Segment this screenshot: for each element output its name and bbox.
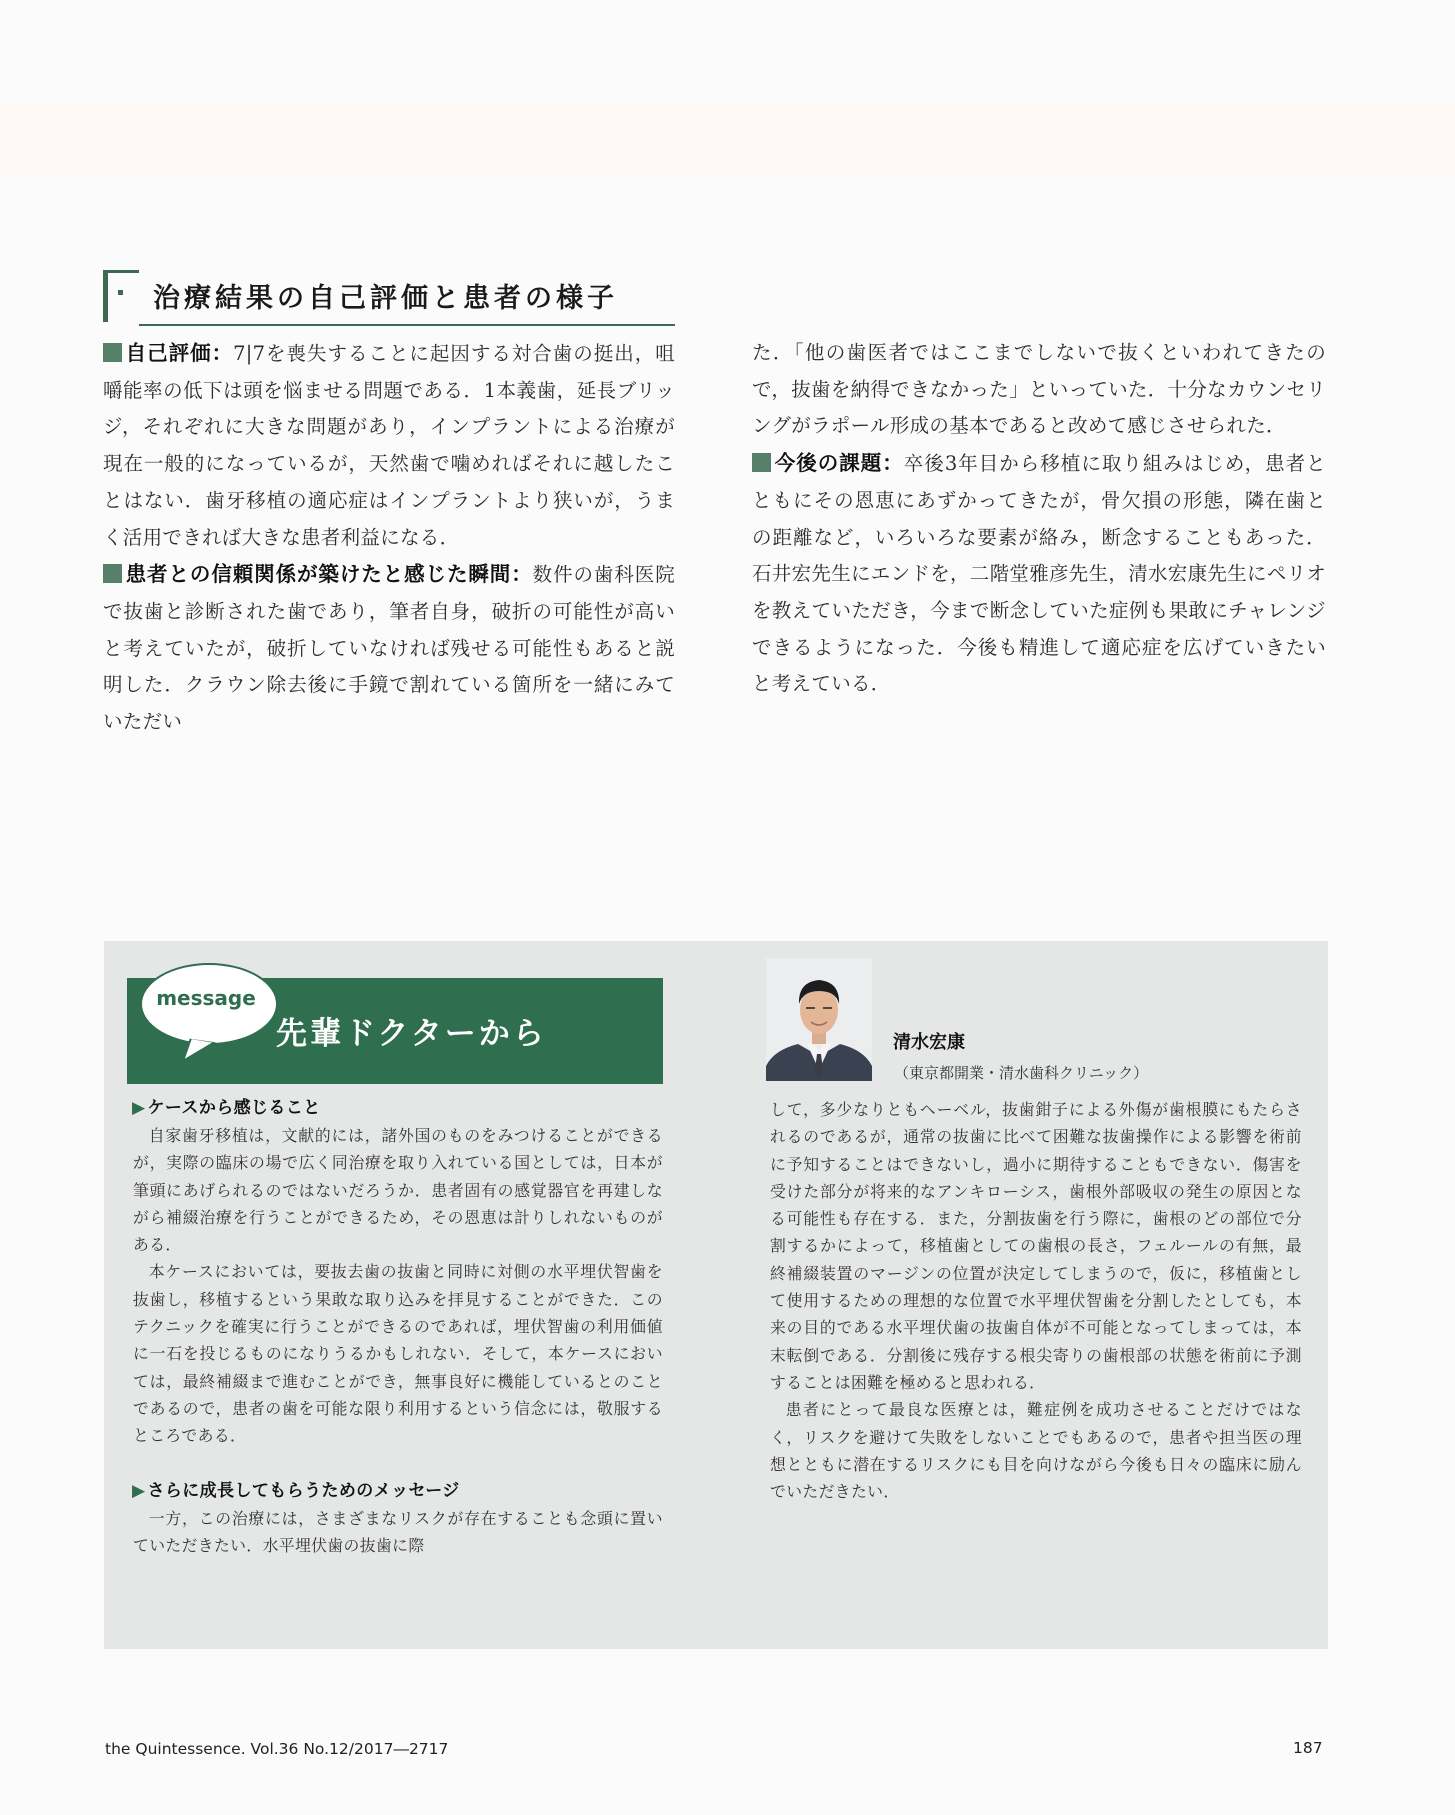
- doctor-affiliation: （東京都開業・清水歯科クリニック）: [894, 1064, 1149, 1082]
- section-header: [103, 270, 675, 326]
- message-left-column: [133, 1094, 663, 1559]
- paragraph-future-issues: [752, 445, 1326, 703]
- right-column: [752, 335, 1326, 703]
- message-right-column: [770, 1096, 1302, 1505]
- doctor-name: 清水宏康: [893, 1032, 965, 1053]
- paragraph-text: 卒後3年目から移植に取り組みはじめ，患者とともにその恩恵にあずかってきたが，骨欠損の形態，隣在歯との距離など，いろいろな要素が絡み，断念することもあった．石井宏先生にエンドを，二階堂雅彦先生，清水宏康先生にペリオを教えていただき，今まで断念していた症例も果敢にチャレンジできるようになった．今後も精進して適応症を広げていきたいと考えている．: [752, 452, 1327, 696]
- paragraph-continuation: [752, 335, 1326, 445]
- speech-bubble-icon: [139, 960, 279, 1062]
- triangle-right-icon: ▶: [132, 1480, 146, 1501]
- triangle-right-icon: ▶: [132, 1098, 146, 1118]
- paragraph-text: 数件の歯科医院で抜歯と診断された歯であり，筆者自身，破折の可能性が高いと考えていたが，破折していなければ残せる可能性もあると説明した．クラウン除去後に手鏡で割れている箇所を一緒にみていただい: [103, 563, 675, 734]
- left-column: [103, 335, 675, 741]
- message-bubble-label: message: [156, 986, 256, 1010]
- message-paragraph: 自家歯牙移植は，文献的には，諸外国のものをみつけることができるが，実際の臨床の場で広く同治療を取り入れている国としては，日本が筆頭にあげられるのではないだろうか．患者固有の感覚器官を再建しながら補綴治療を行うことができるため，その恩恵は計りしれないものがある．: [133, 1126, 663, 1255]
- page-number: 187: [1293, 1739, 1323, 1757]
- heading-text: ケースから感じること: [147, 1098, 321, 1118]
- paragraph-trust: [103, 556, 675, 741]
- title-dot: [118, 290, 123, 295]
- message-paragraph: 一方，この治療には，さまざまなリスクが存在することも念頭に置いていただきたい．水平埋伏歯の抜歯に際: [133, 1508, 663, 1555]
- paragraph-lead: 自己評価：: [125, 341, 234, 365]
- heading-text: さらに成長してもらうためのメッセージ: [147, 1480, 460, 1501]
- title-underline: [139, 324, 675, 326]
- message-heading-growth: [132, 1477, 663, 1505]
- paragraph-lead: 今後の課題：: [774, 451, 904, 476]
- message-paragraph: 患者にとって最良な医療とは，難症例を成功させることだけではなく，リスクを避けて失敗をしないことでもあるので，患者や担当医の理想とともに潜在するリスクにも目を向けながら今後も日々の臨床に励んでいただきたい．: [770, 1400, 1302, 1502]
- title-bracket: [103, 270, 139, 322]
- top-band: [0, 105, 1455, 175]
- paragraph-lead: 患者との信頼関係が築けたと感じた瞬間：: [125, 562, 533, 587]
- spacer: [133, 1450, 663, 1477]
- square-marker-icon: [752, 453, 771, 472]
- square-marker-icon: [103, 564, 122, 583]
- message-heading-case: [132, 1094, 663, 1122]
- footer-citation: the Quintessence. Vol.36 No.12/2017―2717: [105, 1740, 449, 1758]
- message-paragraph: 本ケースにおいては，要抜去歯の抜歯と同時に対側の水平埋伏智歯を抜歯し，移植するという果敢な取り込みを拝見することができた．このテクニックを確実に行うことができるのであれば，埋伏智歯の利用価値に一石を投じるものになりうるかもしれない．そして，本ケースにおいては，最終補綴まで進むことができ，無事良好に機能しているとのことであるので，患者の歯を可能な限り利用するという信念には，敬服するところである．: [133, 1262, 663, 1446]
- paragraph-text: た．「他の歯医者ではここまでしないで抜くといわれてきたので，抜歯を納得できなかった」といっていた．十分なカウンセリングがラポール形成の基本であると改めて感じさせられた．: [752, 341, 1326, 438]
- doctor-photo: [766, 958, 872, 1081]
- section-title: 治療結果の自己評価と患者の様子: [153, 283, 618, 314]
- message-title: 先輩ドクターから: [276, 1016, 547, 1052]
- message-paragraph: して，多少なりともヘーベル，抜歯鉗子による外傷が歯根膜にもたらされるのであるが，通常の抜歯に比べて困難な抜歯操作による影響を術前に予知することはできないし，過小に期待することもできない．傷害を受けた部分が将来的なアンキローシス，歯根外部吸収の発生の原因となる可能性も存在する．また，分割抜歯を行う際に，歯根のどの部位で分割するかによって，移植歯としての歯根の長さ，フェルールの有無，最終補綴装置のマージンの位置が決定してしまうので，仮に，移植歯として使用するための理想的な位置で水平埋伏智歯を分割したとしても，本来の目的である水平埋伏歯の抜歯自体が不可能となってしまっては，本末転倒である．分割後に残存する根尖寄りの歯根部の状態を術前に予測することは困難を極めると思われる．: [770, 1100, 1302, 1392]
- doctor-portrait-icon: [766, 958, 872, 1081]
- paragraph-self-evaluation: [103, 335, 675, 556]
- paragraph-text: 7|7を喪失することに起因する対合歯の挺出，咀嚼能率の低下は頭を悩ませる問題である．1本義歯，延長ブリッジ，それぞれに大きな問題があり，インプラントによる治療が現在一般的になっているが，天然歯で噛めればそれに越したことはない．歯牙移植の適応症はインプラントより狭いが，うまく活用できれば大きな患者利益になる．: [103, 342, 675, 549]
- square-marker-icon: [103, 343, 122, 362]
